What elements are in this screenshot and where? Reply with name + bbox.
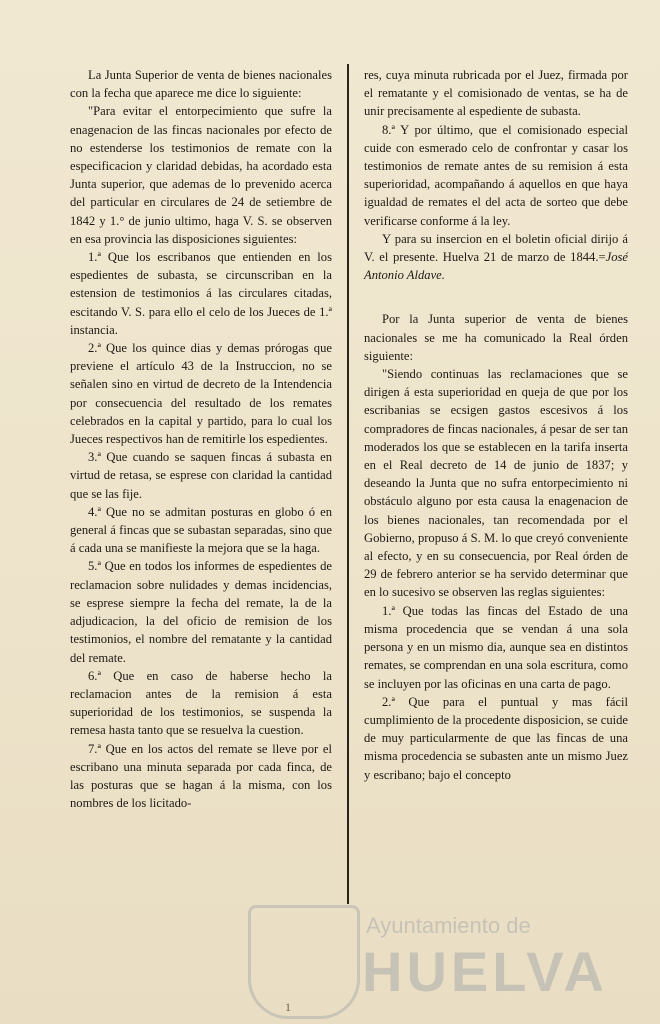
column-divider [347, 64, 349, 904]
coat-of-arms-icon [248, 905, 360, 1019]
closing-text: Y para su insercion en el boletin oficial dirijo á V. el presente. Huelva 21 de marzo de 1844.= [364, 231, 628, 265]
page-mark: 1 [285, 1000, 291, 1014]
rule-4: 4.ª Que no se admitan posturas en globo ó en general á fincas que se subastan separadas, sino que á cada una se manifieste la mejora que se la haga. [70, 504, 332, 556]
order-paragraph: "Para evitar el entorpecimiento que sufre la enagenacion de las fincas nacionales por efecto de no estenderse los testimonios de remate con la especificacion y claridad debidas, ha acordado esta Junta superior, que ademas de lo prevenido acerca del particular en circulares de 24 de setiembre de 1842 y 1.° de junio ultimo, haga V. S. se observen en esa provincia las disposiciones siguientes: [70, 104, 332, 246]
rule-7-continued: res, cuya minuta rubricada por el Juez, firmada por el rematante y el comisionado de ventas, se ha de unir precisamente al espediente de subasta. [364, 68, 628, 119]
rule-6: 6.ª Que en caso de haberse hecho la reclamacion antes de la remision á esta superioridad de los testimonios, se suspenda la remesa hasta tanto que se resuelva la cuestion. [70, 668, 332, 738]
watermark [248, 905, 628, 1015]
rule-5: 5.ª Que en todos los informes de espedientes de reclamacion sobre nulidades y demas incidencias, se esprese siempre la fecha del remate, la de la adjudicacion, la del oficio de remision de los testimonios, el nombre del rematante y la cantidad del remate. [70, 559, 332, 665]
intro-paragraph: La Junta Superior de venta de bienes nacionales con la fecha que aparece me dice lo siguiente: [70, 68, 332, 101]
second-rule-1: 1.ª Que todas las fincas del Estado de una misma procedencia que se vendan á una sola persona y en un mismo dia, aunque sea en distintos remates, se comprendan en una sola escritura, como se incluyen por las oficinas en una carta de pago. [364, 603, 628, 691]
second-notice-body: "Siendo continuas las reclamaciones que se dirigen á esta superioridad en queja de que por los escribanias se ecsigen gastos escesivos á los compradores de fincas nacionales, á pesar de ser tan moderados los que se establecen en la tarifa inserta en el Real decreto de 14 de junio de 1837; y deseando la Junta que no sufra entorpecimiento ni obstáculo alguno por esta causa la enagenacion de los bienes nacionales, tan recomendada por el Gobierno, propuso á S. M. lo que creyó conveniente al efecto, y en su consecuencia, por Real órden de 29 de febrero anterior se ha servido determinar que en lo sucesivo se observen las reglas siguientes: [364, 367, 628, 600]
right-column [364, 66, 628, 784]
rule-8: 8.ª Y por último, que el comisionado especial cuide con esmerado celo de confrontar y casar los testimonios de remate antes de su remision á esta superioridad, acompañando á aquellos en que haya igualdad de remates el del acta de sorteo que debe verificarse conforme á la ley. [364, 122, 628, 228]
rule-3: 3.ª Que cuando se saquen fincas á subasta en virtud de retasa, se esprese con claridad la cantidad que se las fije. [70, 450, 332, 501]
watermark-line-2: HUELVA [362, 940, 608, 1003]
second-rule-2: 2.ª Que para el puntual y mas fácil cumplimiento de la procedente disposicion, se cuide de muy particularmente de que las fincas de una misma procedencia se subasten ante un mismo Juez y escribano; bajo el concepto [364, 694, 628, 782]
left-column [70, 66, 332, 812]
rule-7: 7.ª Que en los actos del remate se lleve por el escribano una minuta separada por cada finca, de las posturas que se hagan á la misma, con los nombres de los licitado- [70, 741, 332, 811]
rule-1: 1.ª Que los escribanos que entienden en los espedientes de subasta, se circunscriban en la estension de testimonios á las circulares citadas, escitando V. S. para ello el celo de los Jueces de 1.ª instancia. [70, 250, 332, 337]
signature: José Antonio Aldave. [364, 250, 628, 283]
rule-2: 2.ª Que los quince dias y demas prórogas que previene el artículo 43 de la Instruccion, no se señalen sino en virtud de decreto de la Intendencia por consecuencia del resultado de los remates celebrados en la capital y partido, para lo cual los Jueces respectivos han de remitirle los espedientes. [70, 341, 332, 447]
second-notice-intro: Por la Junta superior de venta de bienes nacionales se me ha comunicado la Real órden siguiente: [364, 312, 628, 363]
closing-paragraph [364, 230, 628, 285]
watermark-line-1: Ayuntamiento de [366, 913, 531, 938]
